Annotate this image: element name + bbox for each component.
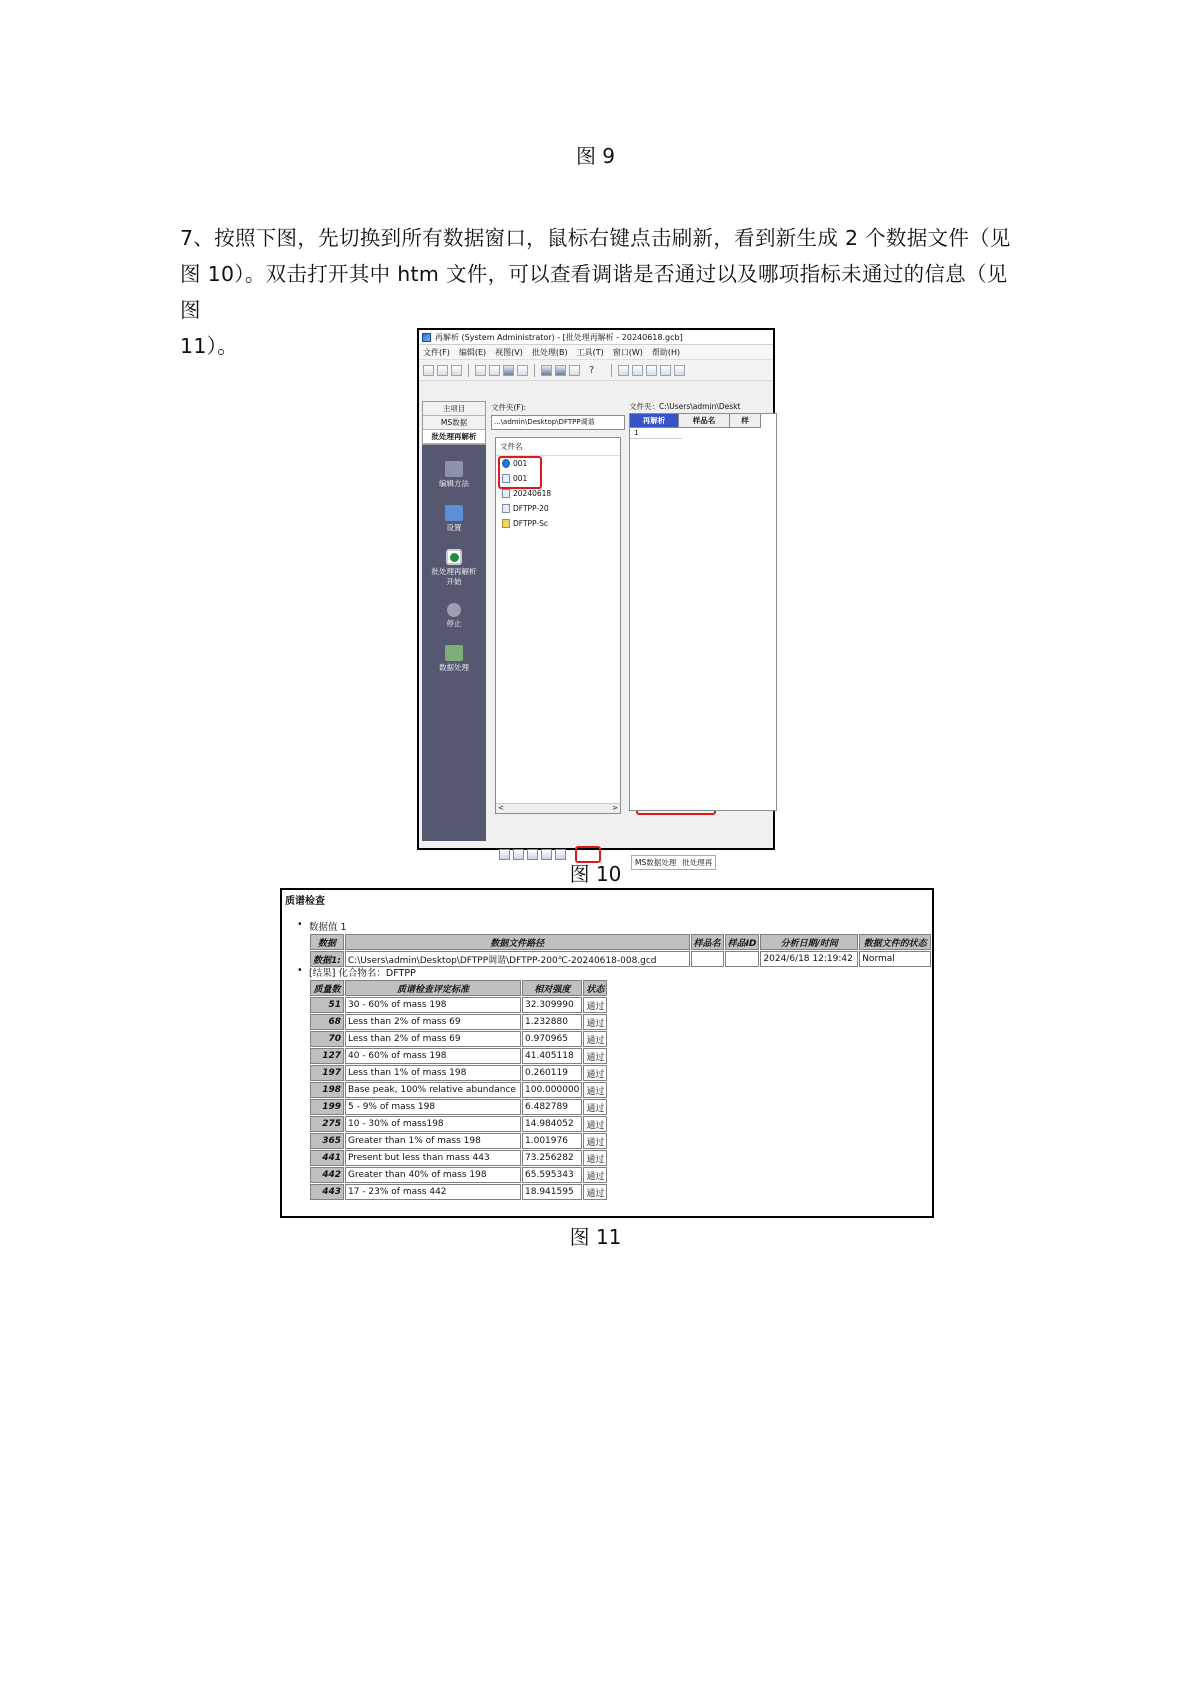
column-header: 分析日期/时间 [760,934,858,950]
tab-ms-data[interactable]: MS数据 [423,416,485,430]
tab-batch-reanalysis[interactable]: 批处理再解析 [423,430,485,444]
criteria-text: Less than 1% of mass 198 [345,1065,521,1081]
menu-file[interactable]: 文件(F) [423,347,450,357]
check-status: 通过 [583,1116,607,1132]
file-list[interactable] [495,437,621,814]
window-icon[interactable] [541,365,552,376]
data-explorer [491,401,625,843]
relative-intensity: 1.232880 [522,1014,582,1030]
check-status: 通过 [583,1167,607,1183]
file-item[interactable] [496,516,620,531]
mass-value: 441 [310,1150,344,1166]
relative-intensity: 14.984052 [522,1116,582,1132]
check-status: 通过 [583,1184,607,1200]
data-process-icon [445,645,463,661]
folder-path-select[interactable]: ...\admin\Desktop\DFTPP调谐 [491,415,625,430]
edit-method-icon [445,461,463,477]
chart-file-icon [502,489,510,498]
preview-icon[interactable] [489,365,500,376]
stop-button[interactable] [422,603,486,629]
column-sample-name[interactable]: 样品名 [679,414,730,428]
table-row [310,1031,607,1047]
sample-id [725,951,760,967]
edit-method-button[interactable] [422,461,486,489]
criteria-text: Less than 2% of mass 69 [345,1031,521,1047]
mass-value: 365 [310,1133,344,1149]
open-folder-icon[interactable] [437,365,448,376]
tile-icon[interactable] [555,365,566,376]
batch-start-label-2: 开始 [446,577,462,586]
settings-icon [445,505,463,521]
assistant-bar [422,401,486,841]
relative-intensity: 100.000000 [522,1082,582,1098]
criteria-text: Greater than 40% of mass 198 [345,1167,521,1183]
right-folder-path: 文件夹：C:\Users\admin\Deskt [629,401,777,414]
table-row [310,1099,607,1115]
edit-method-label: 编辑方法 [439,479,469,488]
relative-intensity: 41.405118 [522,1048,582,1064]
mass-value: 275 [310,1116,344,1132]
relative-intensity: 18.941595 [522,1184,582,1200]
check-status: 通过 [583,1133,607,1149]
table-row [310,1048,607,1064]
column-sample[interactable]: 样 [730,414,761,428]
menu-view[interactable]: 视图(V) [495,347,523,357]
relative-intensity: 73.256282 [522,1150,582,1166]
file-name: 20240618 [513,489,552,498]
figure-10-caption: 图 10 [569,862,622,886]
menu-tools[interactable]: 工具(T) [576,347,604,357]
file-item[interactable] [496,501,620,516]
column-header: 数据文件的状态 [859,934,931,950]
criteria-text: 30 - 60% of mass 198 [345,997,521,1013]
print-icon[interactable] [475,365,486,376]
app-icon [422,333,431,342]
data-process-label: 数据处理 [439,663,469,672]
details-icon[interactable] [674,365,685,376]
column-header: 样品名 [691,934,724,950]
highlight-new-files [498,456,542,489]
toolbar [419,360,773,381]
menu-window[interactable]: 窗口(W) [612,347,643,357]
criteria-text: 10 - 30% of mass198 [345,1116,521,1132]
script-file-icon [502,519,510,528]
menu-help[interactable]: 帮助(H) [651,347,681,357]
file-name-header[interactable]: 文件名 [496,438,620,456]
data-file-icon [502,504,510,513]
batch-table-pane [629,401,777,867]
tab-batch[interactable]: 批处理再 [682,858,713,867]
grid-icon[interactable] [517,365,528,376]
figure-9-caption: 图 9 [575,144,616,168]
table-row [310,997,607,1013]
tab-main-project[interactable]: 主项目 [423,402,485,416]
figure-10-screenshot [417,328,775,867]
toolbar-separator [534,364,535,377]
table-row [310,1014,607,1030]
menu-edit[interactable]: 编辑(E) [458,347,487,357]
check-status: 通过 [583,1082,607,1098]
section-data-values: • 数据值 1 [309,919,347,933]
paragraph-line: 图 10）。双击打开其中 htm 文件，可以查看调谐是否通过以及哪项指标未通过的信息（见图 [180,262,1008,322]
column-reanalysis[interactable]: 再解析 [630,414,679,428]
list-icon[interactable] [646,365,657,376]
criteria-text: 5 - 9% of mass 198 [345,1099,521,1115]
sample-name [691,951,724,967]
paragraph-line: 7、按照下图，先切换到所有数据窗口，鼠标右键点击刷新，看到新生成 2 个数据文件（见 [180,226,1011,250]
table-row [310,1150,607,1166]
data-row-label: 数据1: [310,951,344,967]
data-file-table [309,933,932,968]
table-row [310,1082,607,1098]
mass-value: 443 [310,1184,344,1200]
play-icon [446,549,462,565]
analysis-datetime: 2024/6/18 12:19:42 [760,951,858,967]
scroll-left-arrow[interactable]: < [498,804,504,812]
column-header: 样品ID [725,934,760,950]
save-icon[interactable] [451,365,462,376]
mass-value: 51 [310,997,344,1013]
figure-11-caption: 图 11 [569,1225,622,1249]
table-row [310,1167,607,1183]
chart-icon[interactable] [569,365,580,376]
relative-intensity: 0.260119 [522,1065,582,1081]
check-status: 通过 [583,1065,607,1081]
folder-label: 文件夹(F): [491,403,527,412]
assistant-tabs [422,401,486,445]
check-status: 通过 [583,997,607,1013]
mass-value: 68 [310,1014,344,1030]
section-result: • [结果] 化合物名：DFTPP [309,965,416,979]
mass-value: 127 [310,1048,344,1064]
mass-check-table [309,979,608,1201]
file-name: 001 [513,459,528,468]
check-status: 通过 [583,1048,607,1064]
figure-11-report [280,888,934,1218]
batch-table[interactable] [629,413,777,811]
check-status: 通过 [583,1031,607,1047]
copy-icon[interactable] [632,365,643,376]
mass-value: 70 [310,1031,344,1047]
relative-intensity: 65.595343 [522,1167,582,1183]
mass-value: 197 [310,1065,344,1081]
horizontal-scrollbar[interactable] [496,803,620,813]
column-header: 质量数 [310,980,344,996]
layout-icon[interactable] [503,365,514,376]
toolbar-separator [611,364,612,377]
mass-check-body [310,997,607,1200]
window-titlebar [419,330,773,345]
criteria-text: Greater than 1% of mass 198 [345,1133,521,1149]
relative-intensity: 1.001976 [522,1133,582,1149]
menu-batch[interactable]: 批处理(B) [531,347,568,357]
file-name: DFTPP-20 [513,504,549,513]
new-file-icon[interactable] [423,365,434,376]
table-row [310,1184,607,1200]
file-name: 001 [513,474,528,483]
batch-start-button[interactable] [422,549,486,587]
criteria-text: Present but less than mass 443 [345,1150,521,1166]
table-row[interactable]: 1 [630,428,682,439]
stop-label: 停止 [446,619,462,628]
check-status: 通过 [583,1014,607,1030]
criteria-text: 17 - 23% of mass 442 [345,1184,521,1200]
mass-value: 442 [310,1167,344,1183]
scroll-right-arrow[interactable]: > [612,804,618,812]
settings-button[interactable] [422,505,486,533]
check-status: 通过 [583,1099,607,1115]
paragraph-line: 11）。 [180,334,239,358]
data-process-button[interactable] [422,645,486,673]
check-status: 通过 [583,1150,607,1166]
column-header: 数据文件路径 [345,934,690,950]
column-header: 状态 [583,980,607,996]
report-title: 质谱检查 [285,896,325,907]
batch-start-label: 批处理再解析 [431,567,477,576]
relative-intensity: 6.482789 [522,1099,582,1115]
settings-label: 设置 [446,523,462,532]
file-name: DFTPP-Sc [513,519,549,528]
mass-value: 198 [310,1082,344,1098]
menu-bar [419,345,773,360]
toolbar-separator [468,364,469,377]
criteria-text: Less than 2% of mass 69 [345,1014,521,1030]
table-row [310,1065,607,1081]
column-header: 相对强度 [522,980,582,996]
tab-ms-data-process[interactable]: MS数据处理 [635,858,677,867]
sort-icon[interactable] [660,365,671,376]
folder-icon[interactable] [618,365,629,376]
batch-table-header [630,414,776,428]
relative-intensity: 32.309990 [522,997,582,1013]
relative-intensity: 0.970965 [522,1031,582,1047]
file-status: Normal [859,951,931,967]
mass-value: 199 [310,1099,344,1115]
criteria-text: Base peak, 100% relative abundance [345,1082,521,1098]
help-icon[interactable]: ? [589,364,595,376]
stop-icon [447,603,461,617]
window-title: 再解析 (System Administrator) - [批处理再解析 - 20240618.gcb] [435,332,683,342]
criteria-text: 40 - 60% of mass 198 [345,1048,521,1064]
column-header: 质谱检查评定标准 [345,980,521,996]
table-row [310,1133,607,1149]
data-file-path: C:\Users\admin\Desktop\DFTPP调谐\DFTPP-200℃-20240618-008.gcd [345,951,690,967]
column-header: 数据 [310,934,344,950]
table-row [310,1116,607,1132]
